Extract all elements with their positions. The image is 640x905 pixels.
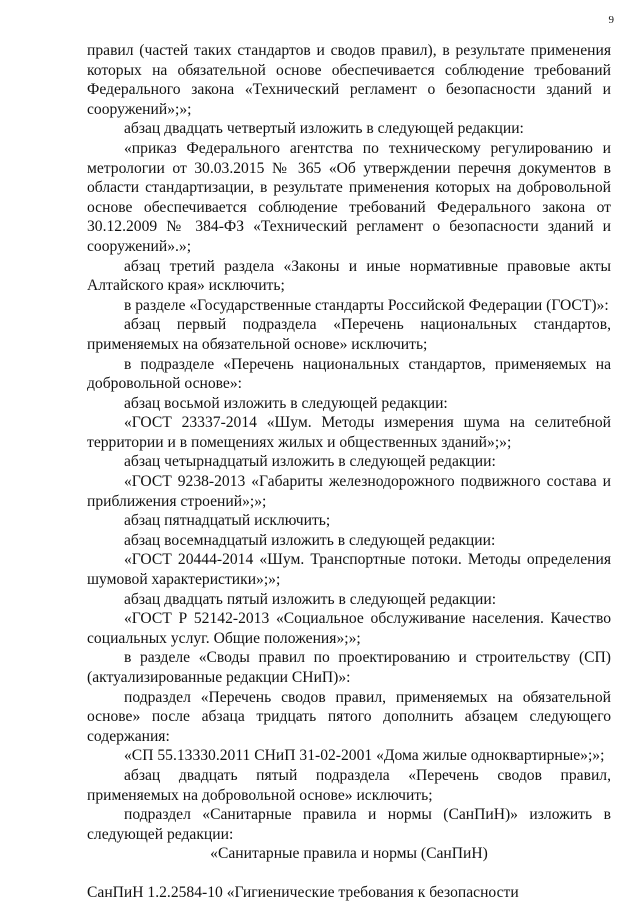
- paragraph: абзац пятнадцатый исключить;: [124, 512, 331, 530]
- paragraph: абзац третий раздела «Законы и иные нормативные правовые акты Алтайского края» исключить;: [87, 257, 611, 295]
- paragraph: абзац четырнадцатый изложить в следующей редакции:: [124, 453, 496, 471]
- paragraph: абзац двадцать пятый подраздела «Перечень сводов правил, применяемых на добровольной основе» исключить;: [87, 766, 611, 804]
- paragraph: подраздел «Перечень сводов правил, применяемых на обязательной основе» после абзаца тридцать пятого дополнить абзацем следующего содержания:: [87, 688, 611, 745]
- paragraph: «ГОСТ 20444-2014 «Шум. Транспортные потоки. Методы определения шумовой характеристики»;»;: [87, 551, 611, 589]
- paragraph: абзац двадцать четвертый изложить в следующей редакции:: [124, 120, 524, 138]
- closing-paragraph: СанПиН 1.2.2584-10 «Гигиенические требования к безопасности: [87, 883, 519, 901]
- paragraph: в разделе «Государственные стандарты Российской Федерации (ГОСТ)»:: [124, 296, 609, 314]
- paragraph: в подразделе «Перечень национальных стандартов, применяемых на добровольной основе»:: [87, 355, 611, 393]
- paragraph: абзац восьмой изложить в следующей редакции:: [124, 394, 448, 412]
- paragraph: абзац первый подраздела «Перечень национальных стандартов, применяемых на обязательной основе» исключить;: [87, 316, 611, 353]
- paragraph: «ГОСТ Р 52142-2013 «Социальное обслуживание населения. Качество социальных услуг. Общие положения»;»;: [87, 610, 611, 647]
- section-heading: «Санитарные правила и нормы (СанПиН): [210, 845, 488, 863]
- paragraph: абзац двадцать пятый изложить в следующей редакции:: [124, 590, 497, 608]
- paragraph: «ГОСТ 9238-2013 «Габариты железнодорожного подвижного состава и приближения строений»;»;: [87, 473, 611, 510]
- paragraph: «СП 55.13330.2011 СНиП 31-02-2001 «Дома жилые одноквартирные»;»;: [124, 747, 605, 765]
- paragraph: в разделе «Своды правил по проектированию и строительству (СП) (актуализированные редакции СНиП)»:: [87, 649, 611, 686]
- document-body: [87, 41, 611, 903]
- paragraph: «ГОСТ 23337-2014 «Шум. Методы измерения шума на селитебной территории и в помещениях жилых и общественных зданий»;»;: [87, 414, 611, 451]
- paragraph: абзац восемнадцатый изложить в следующей редакции:: [124, 531, 496, 549]
- paragraph: подраздел «Санитарные правила и нормы (СанПиН)» изложить в следующей редакции:: [87, 806, 611, 843]
- paragraph-continuation: правил (частей таких стандартов и сводов правил), в результате применения которых на обязательной основе обеспечивается соблюдение требований Федерального закона «Технический регламент о безопасности зданий и сооружений»;»;: [87, 42, 611, 118]
- page-number: 9: [608, 14, 614, 26]
- paragraph: «приказ Федерального агентства по техническому регулированию и метрологии от 30.03.2015 № 365 «Об утверждении перечня документов в области стандартизации, в результате применения которых на добровольной основе обеспечивается соблюдение требований Федерального закона от 30.12.2009 № 384-ФЗ «Технический регламент о безопасности зданий и сооружений».»;: [87, 139, 611, 255]
